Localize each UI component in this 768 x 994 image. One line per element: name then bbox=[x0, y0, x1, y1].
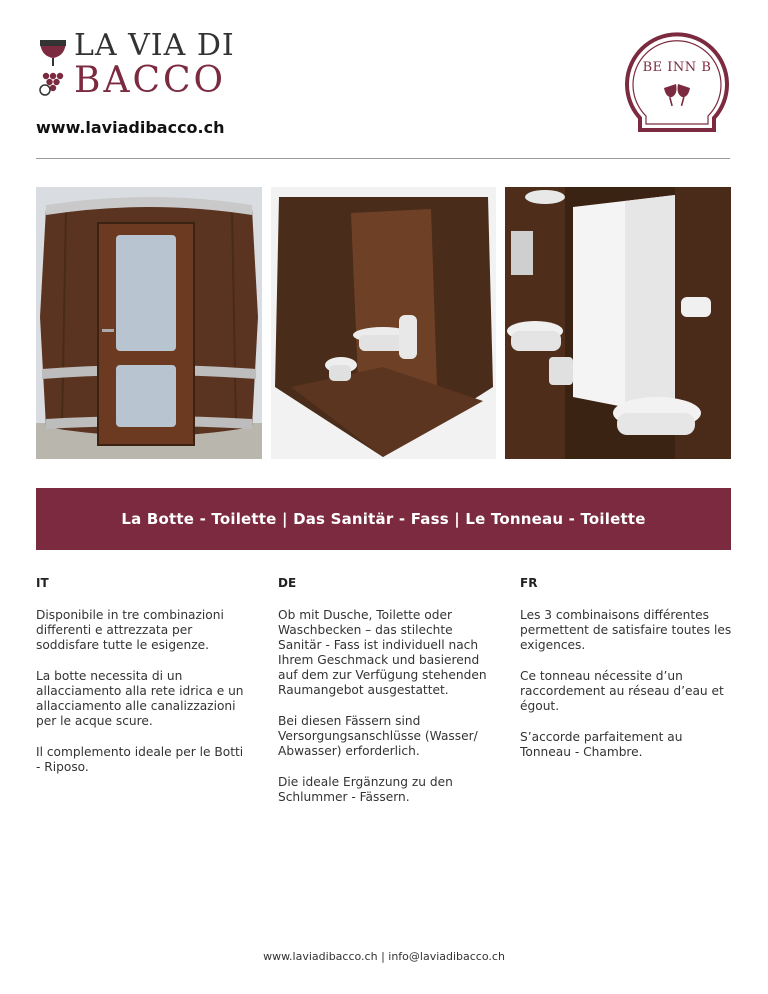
paragraph-it-3: Il complemento ideale per le Botti - Riposo. bbox=[36, 745, 244, 774]
paragraph-fr-2: Ce tonneau nécessite d’un raccordement au réseau d’eau et égout. bbox=[520, 669, 724, 713]
paragraph-de-1: Ob mit Dusche, Toilette oder Waschbecken – das stilechte Sanitär - Fass ist individuell nach Ihrem Geschmack und basierend auf dem zur Verfügung stehenden Raumangebot ausgestattet. bbox=[278, 608, 487, 697]
website-url[interactable]: www.laviadibacco.ch bbox=[36, 118, 225, 137]
photo-barrel-shower-sink bbox=[505, 187, 731, 459]
logo-text-line1: LA VIA DI bbox=[74, 28, 235, 63]
wine-glasses-icon bbox=[664, 84, 690, 106]
wine-glass-grapes-icon bbox=[36, 34, 70, 98]
paragraph-fr-3: S’accorde parfaitement au Tonneau - Chambre. bbox=[520, 730, 683, 759]
paragraph-de-3: Die ideale Ergänzung zu den Schlummer - Fässern. bbox=[278, 775, 453, 804]
column-italian bbox=[36, 576, 248, 791]
be-inn-b-badge bbox=[620, 26, 734, 134]
paragraph-it-1: Disponibile in tre combinazioni differenti e attrezzata per soddisfare tutte le esigenze. bbox=[36, 608, 224, 652]
column-heading-de: DE bbox=[278, 576, 297, 590]
column-german bbox=[278, 576, 490, 821]
photo-barrel-exterior bbox=[36, 187, 262, 459]
header-divider bbox=[36, 158, 730, 159]
paragraph-fr-1: Les 3 combinaisons différentes permettent de satisfaire toutes les exigences. bbox=[520, 608, 732, 652]
footer-contact[interactable]: www.laviadibacco.ch | info@laviadibacco.ch bbox=[263, 950, 505, 963]
logo-text-line2: BACCO bbox=[74, 60, 227, 101]
title-banner bbox=[36, 488, 731, 550]
paragraph-de-2: Bei diesen Fässern sind Versorgungsanschlüsse (Wasser/ Abwasser) erforderlich. bbox=[278, 714, 478, 758]
badge-text: BE INN B bbox=[642, 60, 712, 75]
badge-frame-icon bbox=[620, 26, 734, 134]
column-heading-it: IT bbox=[36, 576, 49, 590]
banner-title: La Botte - Toilette | Das Sanitär - Fass | Le Tonneau - Toilette bbox=[121, 510, 646, 528]
column-french bbox=[520, 576, 732, 776]
paragraph-it-2: La botte necessita di un allacciamento alla rete idrica e un allacciamento alle canalizzazioni per le acque scure. bbox=[36, 669, 244, 728]
column-heading-fr: FR bbox=[520, 576, 538, 590]
photo-barrel-interior-toilet bbox=[271, 187, 496, 459]
